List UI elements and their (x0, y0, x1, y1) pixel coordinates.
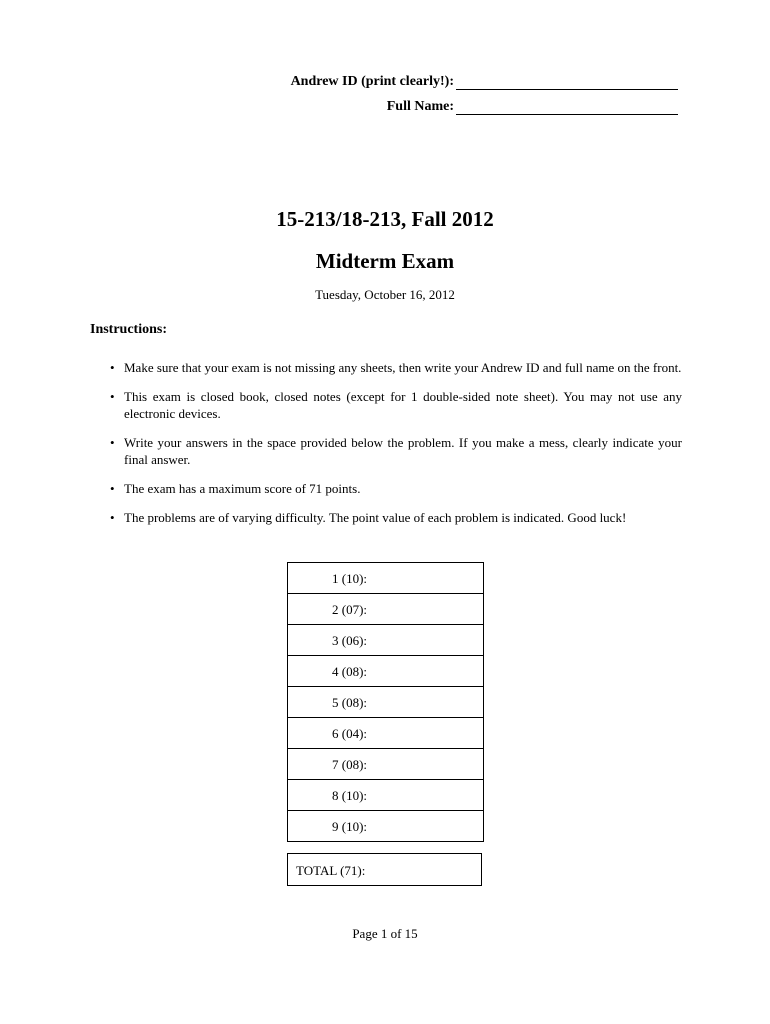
instruction-item (108, 388, 682, 422)
andrew-id-field[interactable] (456, 89, 678, 90)
andrew-id-label: Andrew ID (print clearly!): (290, 74, 454, 89)
score-row: 7 (08): (288, 749, 483, 780)
instructions-heading: Instructions: (90, 322, 168, 337)
instruction-text: This exam is closed book, closed notes (except for 1 double-sided note sheet). You may not use any electronic devices. (124, 389, 682, 421)
score-row: 3 (06): (288, 625, 483, 656)
exam-date: Tuesday, October 16, 2012 (315, 287, 455, 302)
score-row: 8 (10): (288, 780, 483, 811)
total-score-box: TOTAL (71): (287, 853, 482, 886)
score-row: 6 (04): (288, 718, 483, 749)
full-name-field[interactable] (456, 114, 678, 115)
exam-title: Midterm Exam (315, 249, 455, 273)
bullet-icon: • (110, 510, 115, 525)
score-row: 1 (10): (288, 563, 483, 594)
instruction-text: The problems are of varying difficulty. The point value of each problem is indicated. Good luck! (124, 510, 627, 525)
page-number: Page 1 of 15 (352, 926, 418, 941)
instructions-list (108, 359, 682, 538)
bullet-icon: • (110, 389, 115, 404)
bullet-icon: • (110, 481, 115, 496)
exam-course-title: 15-213/18-213, Fall 2012 (276, 207, 494, 231)
instruction-text: Write your answers in the space provided below the problem. If you make a mess, clearly indicate your final answer. (124, 435, 682, 467)
bullet-icon: • (110, 435, 115, 450)
instruction-item (108, 359, 682, 376)
instruction-item (108, 480, 682, 497)
instruction-item (108, 434, 682, 468)
score-row: 2 (07): (288, 594, 483, 625)
score-table (287, 562, 484, 842)
bullet-icon: • (110, 360, 115, 375)
score-row: 5 (08): (288, 687, 483, 718)
instruction-text: The exam has a maximum score of 71 points. (124, 481, 361, 496)
score-row: 9 (10): (288, 811, 483, 842)
instruction-item (108, 509, 682, 526)
andrew-id-row (0, 74, 770, 92)
full-name-label: Full Name: (386, 99, 454, 114)
score-row: 4 (08): (288, 656, 483, 687)
instruction-text: Make sure that your exam is not missing any sheets, then write your Andrew ID and full name on the front. (124, 360, 682, 375)
full-name-row (0, 99, 770, 117)
